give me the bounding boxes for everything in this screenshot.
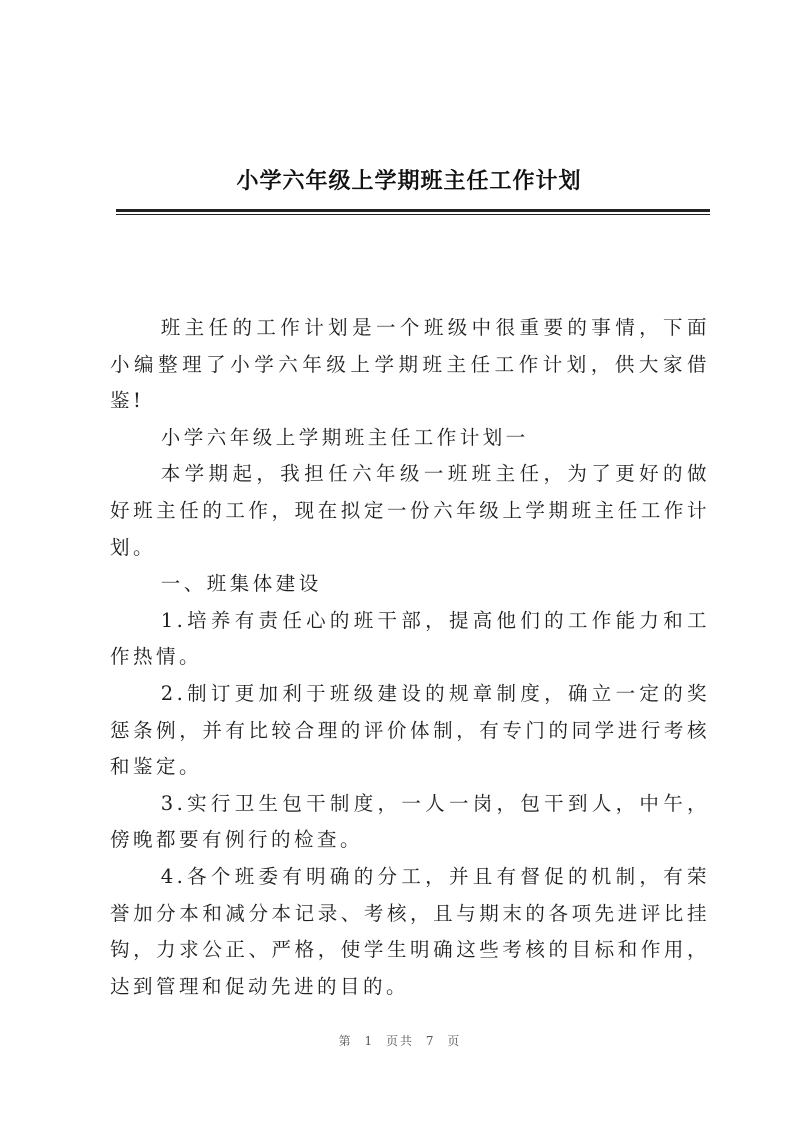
paragraph-intro: 班主任的工作计划是一个班级中很重要的事情，下面小编整理了小学六年级上学期班主任工作计划，供大家借鉴!	[110, 316, 710, 413]
list-item-1: 1.培养有责任心的班干部，提高他们的工作能力和工作热情。	[110, 608, 710, 669]
footer-current-page: 1	[364, 1034, 375, 1048]
footer-total-pages: 7	[425, 1034, 436, 1048]
title-underline	[116, 209, 710, 212]
footer-suffix: 页	[447, 1034, 462, 1048]
section-heading: 一、班集体建设	[160, 572, 322, 596]
list-item-4: 4.各个班委有明确的分工，并且有督促的机制，有荣誉加分本和减分本记录、考核，且与期末的各项先进评比挂钩，力求公正、严格，使学生明确这些考核的目标和作用，达到管理和促动先进的目的。	[110, 864, 710, 998]
footer-prefix: 第	[338, 1034, 353, 1048]
page-footer	[0, 1032, 800, 1049]
footer-middle: 页共	[385, 1034, 414, 1048]
paragraph-opening: 本学期起，我担任六年级一班班主任，为了更好的做好班主任的工作，现在拟定一份六年级上学期班主任工作计划。	[110, 462, 710, 559]
paragraph-subtitle: 小学六年级上学期班主任工作计划一	[160, 425, 529, 449]
document-title: 小学六年级上学期班主任工作计划	[236, 169, 582, 194]
document-body	[110, 310, 710, 1005]
list-item-3: 3.实行卫生包干制度，一人一岗，包干到人，中午，傍晚都要有例行的检查。	[110, 791, 710, 852]
list-item-2: 2.制订更加利于班级建设的规章制度，确立一定的奖惩条例，并有比较合理的评价体制，有专门的同学进行考核和鉴定。	[110, 681, 710, 779]
